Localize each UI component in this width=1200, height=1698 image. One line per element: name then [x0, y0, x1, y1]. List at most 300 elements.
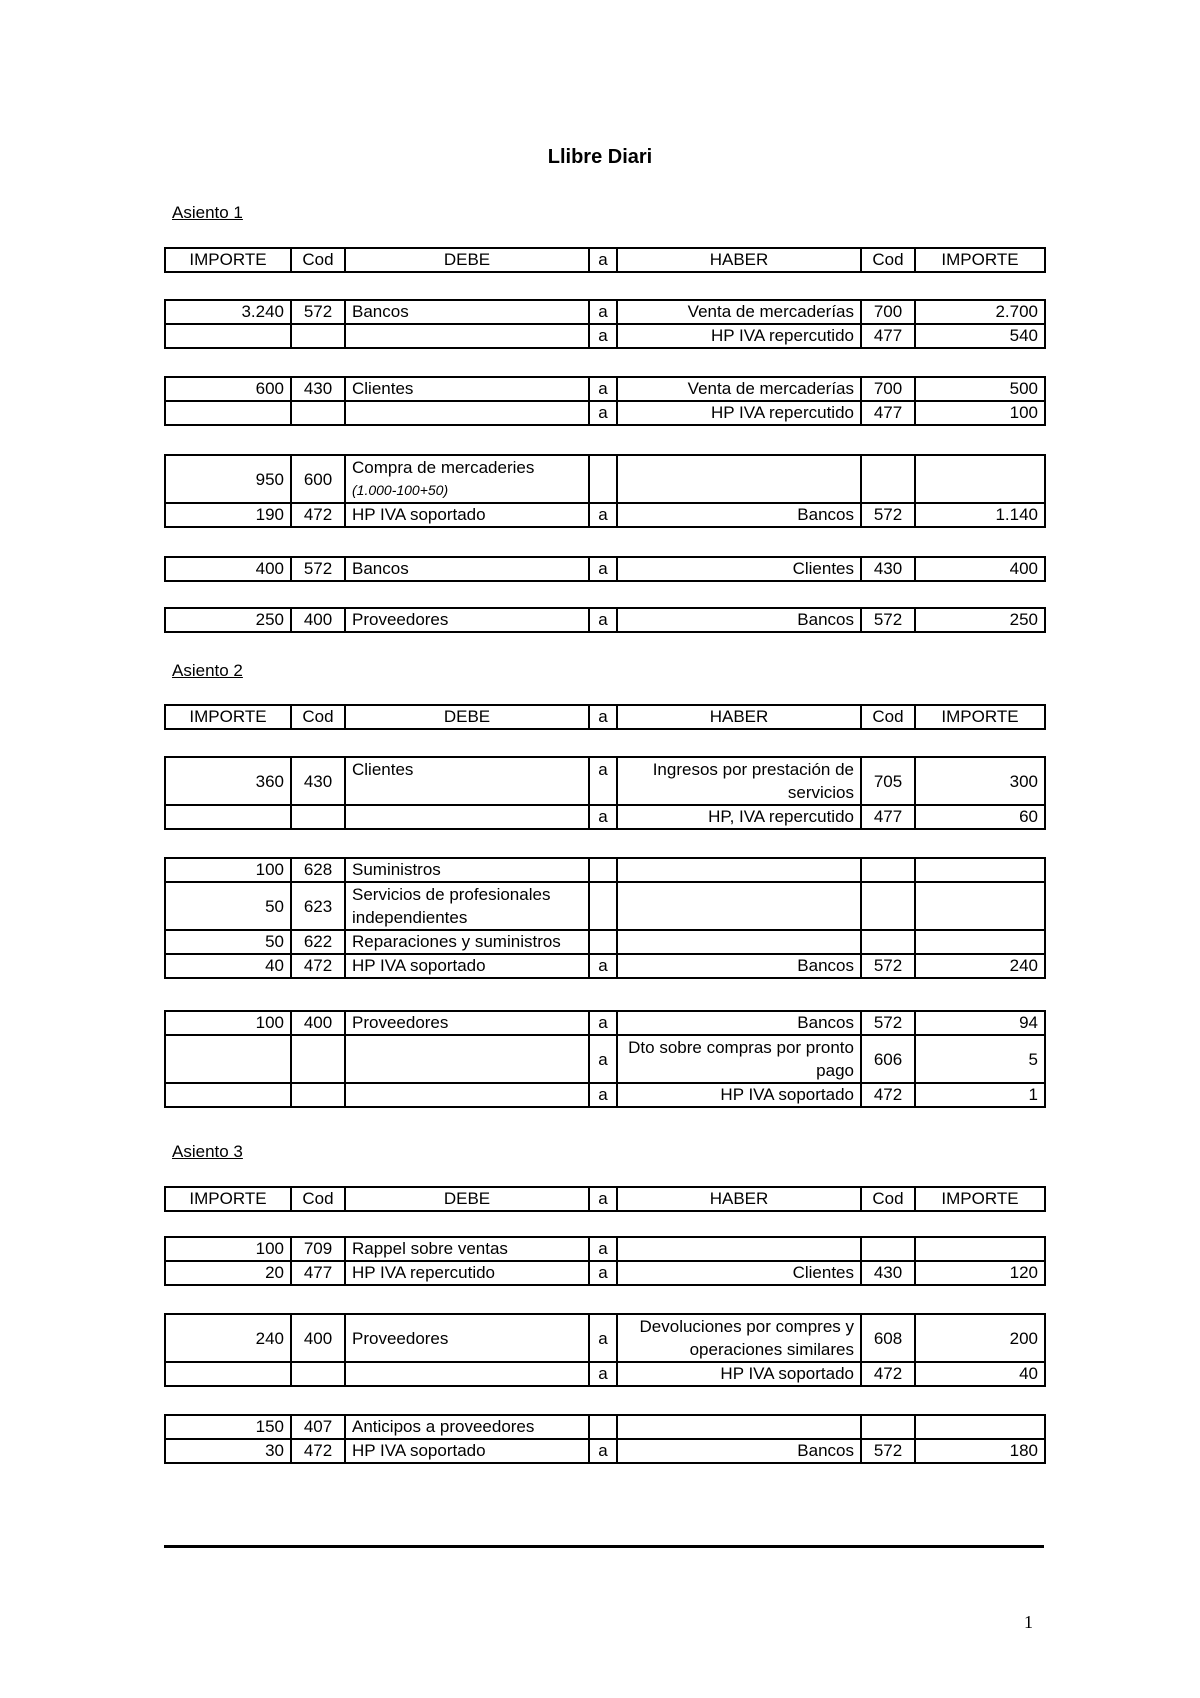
cell-text: a — [598, 1263, 608, 1282]
cell-text: 606 — [873, 1049, 903, 1069]
cell-text: a — [598, 1328, 608, 1348]
column-header: DEBE — [345, 248, 589, 272]
cell-text: 400 — [303, 610, 333, 629]
header-row — [165, 705, 1045, 729]
cell-imp-h — [915, 954, 1045, 978]
cell-cod-h — [861, 882, 915, 930]
cell-text: a — [598, 326, 608, 345]
cell-cod-h — [861, 1011, 915, 1035]
cell-text: Bancos — [797, 956, 854, 975]
cell-imp-h — [915, 1083, 1045, 1107]
column-header: Cod — [861, 248, 915, 272]
cell-a — [589, 1011, 617, 1035]
cell-cod-h — [861, 557, 915, 581]
cell-text: Clientes — [792, 559, 854, 578]
cell-text: a — [598, 1239, 608, 1258]
cell-cod-h — [861, 1439, 915, 1463]
column-header: Cod — [291, 705, 345, 729]
cell-text: 5 — [1028, 1049, 1038, 1069]
cell-text: 400 — [303, 1328, 333, 1348]
cell-cod-h — [861, 1362, 915, 1386]
cell-cod-d — [291, 503, 345, 527]
cell-text: 190 — [255, 505, 284, 524]
cell-text: 705 — [873, 771, 903, 791]
cell-imp-d — [165, 401, 291, 425]
cell-imp-h — [915, 557, 1045, 581]
cell-imp-h — [915, 930, 1045, 954]
cell-text: Bancos — [797, 1013, 854, 1032]
document-title: Llibre Diari — [547, 146, 653, 168]
cell-a — [589, 858, 617, 882]
section-heading: Asiento 2 — [172, 661, 243, 680]
footer-rule — [164, 1545, 1044, 1548]
cell-imp-d — [165, 805, 291, 829]
cell-imp-h — [915, 1035, 1045, 1083]
cell-text: 100 — [255, 1239, 284, 1258]
cell-text: 20 — [265, 1263, 284, 1282]
cell-a — [589, 1083, 617, 1107]
cell-text: 700 — [873, 379, 903, 398]
cell-text: Proveedores — [352, 1013, 449, 1032]
entry-row — [165, 503, 1045, 527]
cell-text: a — [598, 379, 608, 398]
cell-imp-h — [915, 401, 1045, 425]
cell-text: 60 — [1019, 807, 1038, 826]
cell-text: HP IVA soportado — [352, 505, 486, 524]
entry-row — [165, 757, 1045, 805]
cell-haber — [617, 1362, 861, 1386]
cell-text: 600 — [303, 469, 333, 489]
cell-text: a — [598, 302, 608, 321]
column-header: HABER — [617, 248, 861, 272]
cell-text: a — [598, 505, 608, 524]
cell-a — [589, 1362, 617, 1386]
cell-cod-d — [291, 324, 345, 348]
cell-haber — [617, 608, 861, 632]
cell-debe — [345, 557, 589, 581]
cell-imp-h — [915, 1237, 1045, 1261]
entry-row — [165, 324, 1045, 348]
entry-row — [165, 1035, 1045, 1083]
cell-debe — [345, 401, 589, 425]
cell-cod-d — [291, 1237, 345, 1261]
entry-row — [165, 557, 1045, 581]
cell-debe — [345, 608, 589, 632]
cell-debe — [345, 1035, 589, 1083]
cell-haber — [617, 324, 861, 348]
journal-header-table — [164, 704, 1046, 730]
cell-text: 400 — [255, 559, 284, 578]
cell-text: HP, IVA repercutido — [708, 807, 854, 826]
cell-imp-d — [165, 882, 291, 930]
cell-text: 407 — [303, 1417, 333, 1436]
cell-cod-h — [861, 1083, 915, 1107]
cell-cod-d — [291, 300, 345, 324]
cell-imp-h — [915, 503, 1045, 527]
cell-haber — [617, 1083, 861, 1107]
column-header: IMPORTE — [165, 1187, 291, 1211]
cell-text: 477 — [303, 1263, 333, 1282]
cell-cod-d — [291, 954, 345, 978]
cell-text: 250 — [1009, 610, 1038, 629]
cell-text: 572 — [873, 1441, 903, 1460]
cell-text: 572 — [873, 505, 903, 524]
column-header: DEBE — [345, 705, 589, 729]
cell-haber — [617, 503, 861, 527]
cell-text: Proveedores — [352, 610, 449, 629]
cell-imp-d — [165, 930, 291, 954]
cell-a — [589, 1439, 617, 1463]
cell-text: HP IVA soportado — [720, 1364, 854, 1383]
cell-a — [589, 1415, 617, 1439]
cell-cod-h — [861, 1237, 915, 1261]
cell-text: 40 — [265, 956, 284, 975]
cell-imp-d — [165, 557, 291, 581]
cell-debe — [345, 882, 589, 930]
entry-row — [165, 858, 1045, 882]
cell-text: 500 — [1009, 379, 1038, 398]
column-header: a — [589, 248, 617, 272]
cell-debe — [345, 1237, 589, 1261]
entry-row — [165, 930, 1045, 954]
cell-debe — [345, 455, 589, 503]
cell-imp-h — [915, 1439, 1045, 1463]
cell-text: 572 — [873, 956, 903, 975]
cell-text: a — [598, 760, 608, 779]
cell-text: a — [598, 1364, 608, 1383]
cell-text: HP IVA soportado — [352, 956, 486, 975]
cell-text: HP IVA soportado — [352, 1441, 486, 1460]
cell-text: a — [598, 1085, 608, 1104]
cell-text: Suministros — [352, 860, 441, 879]
cell-text: 200 — [1009, 1328, 1038, 1348]
cell-debe — [345, 930, 589, 954]
column-header: HABER — [617, 705, 861, 729]
cell-cod-h — [861, 300, 915, 324]
cell-debe — [345, 1261, 589, 1285]
cell-haber — [617, 1035, 861, 1083]
header-row — [165, 1187, 1045, 1211]
cell-haber — [617, 557, 861, 581]
cell-text: 472 — [873, 1085, 903, 1104]
cell-cod-h — [861, 324, 915, 348]
cell-imp-h — [915, 882, 1045, 930]
cell-a — [589, 805, 617, 829]
cell-imp-h — [915, 1261, 1045, 1285]
journal-entry — [164, 1414, 1046, 1464]
cell-imp-h — [915, 805, 1045, 829]
cell-text: Bancos — [797, 1441, 854, 1460]
column-header: a — [589, 1187, 617, 1211]
cell-haber — [617, 455, 861, 503]
cell-cod-h — [861, 1415, 915, 1439]
entry-row — [165, 805, 1045, 829]
cell-text: Devoluciones por compres y operaciones similares — [639, 1317, 854, 1359]
cell-imp-d — [165, 1314, 291, 1362]
column-header: a — [589, 705, 617, 729]
cell-haber — [617, 882, 861, 930]
cell-text: 100 — [255, 860, 284, 879]
column-header: IMPORTE — [915, 1187, 1045, 1211]
cell-text: a — [598, 610, 608, 629]
cell-text: 430 — [873, 1263, 903, 1282]
cell-text: 600 — [255, 379, 284, 398]
entry-row — [165, 1011, 1045, 1035]
cell-imp-h — [915, 1011, 1045, 1035]
entry-row — [165, 1362, 1045, 1386]
cell-a — [589, 401, 617, 425]
entry-row — [165, 1261, 1045, 1285]
cell-haber — [617, 858, 861, 882]
journal-entry — [164, 1313, 1046, 1387]
cell-imp-d — [165, 377, 291, 401]
cell-text: Bancos — [797, 610, 854, 629]
cell-debe — [345, 324, 589, 348]
cell-cod-d — [291, 557, 345, 581]
cell-text: Rappel sobre ventas — [352, 1239, 508, 1258]
cell-haber — [617, 300, 861, 324]
journal-entry — [164, 376, 1046, 426]
cell-text: Clientes — [352, 760, 414, 779]
journal-entry — [164, 756, 1046, 830]
cell-text: 572 — [873, 1013, 903, 1032]
page-number: 1 — [1024, 1612, 1033, 1632]
cell-haber — [617, 954, 861, 978]
cell-imp-d — [165, 954, 291, 978]
cell-text: 400 — [303, 1013, 333, 1032]
cell-debe — [345, 1362, 589, 1386]
cell-imp-h — [915, 858, 1045, 882]
column-header: IMPORTE — [165, 248, 291, 272]
cell-text: 2.700 — [995, 302, 1038, 321]
cell-cod-h — [861, 401, 915, 425]
column-header: IMPORTE — [915, 248, 1045, 272]
cell-cod-d — [291, 1035, 345, 1083]
cell-text: 300 — [1009, 771, 1038, 791]
cell-haber — [617, 930, 861, 954]
cell-text: 628 — [303, 860, 333, 879]
section-heading: Asiento 3 — [172, 1142, 243, 1161]
cell-text: 623 — [303, 896, 333, 916]
cell-text: 477 — [873, 403, 903, 422]
cell-imp-d — [165, 757, 291, 805]
cell-text: 360 — [255, 771, 284, 791]
cell-imp-h — [915, 455, 1045, 503]
cell-cod-h — [861, 954, 915, 978]
cell-text: Servicios de profesionales independientes — [352, 885, 551, 927]
cell-text: 240 — [255, 1328, 284, 1348]
column-header: HABER — [617, 1187, 861, 1211]
cell-text: a — [598, 559, 608, 578]
cell-text: Clientes — [352, 379, 414, 398]
entry-row — [165, 300, 1045, 324]
cell-debe — [345, 503, 589, 527]
journal-entry — [164, 556, 1046, 582]
cell-text: Bancos — [797, 505, 854, 524]
cell-text: 472 — [873, 1364, 903, 1383]
cell-cod-h — [861, 1035, 915, 1083]
cell-text: a — [598, 1013, 608, 1032]
cell-haber — [617, 1415, 861, 1439]
cell-imp-d — [165, 455, 291, 503]
cell-haber — [617, 401, 861, 425]
cell-cod-h — [861, 858, 915, 882]
cell-a — [589, 1237, 617, 1261]
cell-a — [589, 954, 617, 978]
column-header: IMPORTE — [915, 705, 1045, 729]
cell-text: 50 — [265, 896, 284, 916]
cell-debe — [345, 1011, 589, 1035]
cell-haber — [617, 1237, 861, 1261]
journal-entry — [164, 454, 1046, 528]
header-row — [165, 248, 1045, 272]
cell-text: 40 — [1019, 1364, 1038, 1383]
cell-cod-h — [861, 757, 915, 805]
cell-cod-d — [291, 858, 345, 882]
cell-text: Venta de mercaderías — [687, 302, 854, 321]
cell-text: 572 — [303, 302, 333, 321]
cell-cod-d — [291, 757, 345, 805]
cell-text: HP IVA repercutido — [352, 1263, 496, 1282]
column-header: Cod — [861, 1187, 915, 1211]
cell-cod-h — [861, 1314, 915, 1362]
cell-imp-d — [165, 503, 291, 527]
cell-text: Bancos — [352, 559, 409, 578]
cell-text: 608 — [873, 1328, 903, 1348]
cell-debe — [345, 377, 589, 401]
cell-a — [589, 455, 617, 503]
cell-haber — [617, 1011, 861, 1035]
cell-text: 472 — [303, 956, 333, 975]
cell-cod-d — [291, 377, 345, 401]
cell-text: 120 — [1009, 1263, 1038, 1282]
cell-haber — [617, 757, 861, 805]
cell-text: 572 — [873, 610, 903, 629]
cell-text: 150 — [255, 1417, 284, 1436]
cell-text: 430 — [873, 559, 903, 578]
journal-entry — [164, 607, 1046, 633]
entry-row — [165, 1083, 1045, 1107]
cell-a — [589, 557, 617, 581]
column-header: IMPORTE — [165, 705, 291, 729]
cell-text: 700 — [873, 302, 903, 321]
column-header: DEBE — [345, 1187, 589, 1211]
cell-text: 3.240 — [241, 302, 284, 321]
cell-text: Ingresos por prestación de servicios — [652, 760, 854, 802]
cell-a — [589, 1035, 617, 1083]
cell-debe — [345, 757, 589, 805]
cell-cod-d — [291, 1439, 345, 1463]
cell-text: Clientes — [792, 1263, 854, 1282]
cell-imp-h — [915, 324, 1045, 348]
cell-haber — [617, 377, 861, 401]
cell-a — [589, 930, 617, 954]
cell-text: 50 — [265, 932, 284, 951]
cell-a — [589, 757, 617, 805]
cell-imp-h — [915, 1314, 1045, 1362]
cell-cod-h — [861, 608, 915, 632]
cell-cod-d — [291, 608, 345, 632]
cell-cod-h — [861, 377, 915, 401]
cell-a — [589, 1261, 617, 1285]
cell-text: Proveedores — [352, 1328, 449, 1348]
cell-imp-d — [165, 324, 291, 348]
entry-row — [165, 882, 1045, 930]
cell-a — [589, 882, 617, 930]
cell-cod-d — [291, 455, 345, 503]
cell-text: 1.140 — [995, 505, 1038, 524]
cell-debe — [345, 1083, 589, 1107]
cell-text: 240 — [1009, 956, 1038, 975]
cell-text: HP IVA repercutido — [710, 403, 854, 422]
cell-haber — [617, 1439, 861, 1463]
cell-debe — [345, 1314, 589, 1362]
entry-row — [165, 401, 1045, 425]
cell-debe — [345, 954, 589, 978]
entry-row — [165, 1237, 1045, 1261]
cell-imp-h — [915, 1362, 1045, 1386]
cell-text: Bancos — [352, 302, 409, 321]
entry-row — [165, 455, 1045, 503]
cell-cod-d — [291, 401, 345, 425]
cell-imp-d — [165, 608, 291, 632]
journal-entry — [164, 857, 1046, 979]
cell-text: 477 — [873, 807, 903, 826]
cell-text: Anticipos a proveedores — [352, 1417, 535, 1436]
cell-text: 950 — [255, 469, 284, 489]
entry-row — [165, 377, 1045, 401]
cell-imp-h — [915, 757, 1045, 805]
cell-text: 400 — [1009, 559, 1038, 578]
cell-text: a — [598, 403, 608, 422]
journal-entry — [164, 1236, 1046, 1286]
cell-text: 100 — [1009, 403, 1038, 422]
cell-haber — [617, 805, 861, 829]
cell-cod-d — [291, 1362, 345, 1386]
journal-entry — [164, 299, 1046, 349]
cell-cod-h — [861, 805, 915, 829]
entry-row — [165, 1314, 1045, 1362]
journal-entry — [164, 1010, 1046, 1108]
cell-text: 94 — [1019, 1013, 1038, 1032]
cell-imp-d — [165, 1083, 291, 1107]
cell-a — [589, 324, 617, 348]
cell-text: a — [598, 1441, 608, 1460]
journal-header-table — [164, 247, 1046, 273]
cell-cod-d — [291, 1314, 345, 1362]
cell-imp-h — [915, 300, 1045, 324]
cell-haber — [617, 1314, 861, 1362]
column-header: Cod — [291, 248, 345, 272]
cell-imp-d — [165, 1362, 291, 1386]
cell-cod-d — [291, 882, 345, 930]
cell-text: Reparaciones y suministros — [352, 932, 561, 951]
cell-text: 430 — [303, 771, 333, 791]
cell-text: Venta de mercaderías — [687, 379, 854, 398]
cell-text: HP IVA soportado — [720, 1085, 854, 1104]
cell-text: Dto sobre compras por pronto pago — [628, 1038, 854, 1080]
cell-imp-d — [165, 300, 291, 324]
cell-debe — [345, 858, 589, 882]
cell-text: 100 — [255, 1013, 284, 1032]
cell-imp-d — [165, 1415, 291, 1439]
cell-cod-h — [861, 1261, 915, 1285]
cell-debe — [345, 300, 589, 324]
cell-text: 1 — [1028, 1085, 1038, 1104]
cell-imp-d — [165, 858, 291, 882]
cell-a — [589, 300, 617, 324]
cell-imp-h — [915, 1415, 1045, 1439]
